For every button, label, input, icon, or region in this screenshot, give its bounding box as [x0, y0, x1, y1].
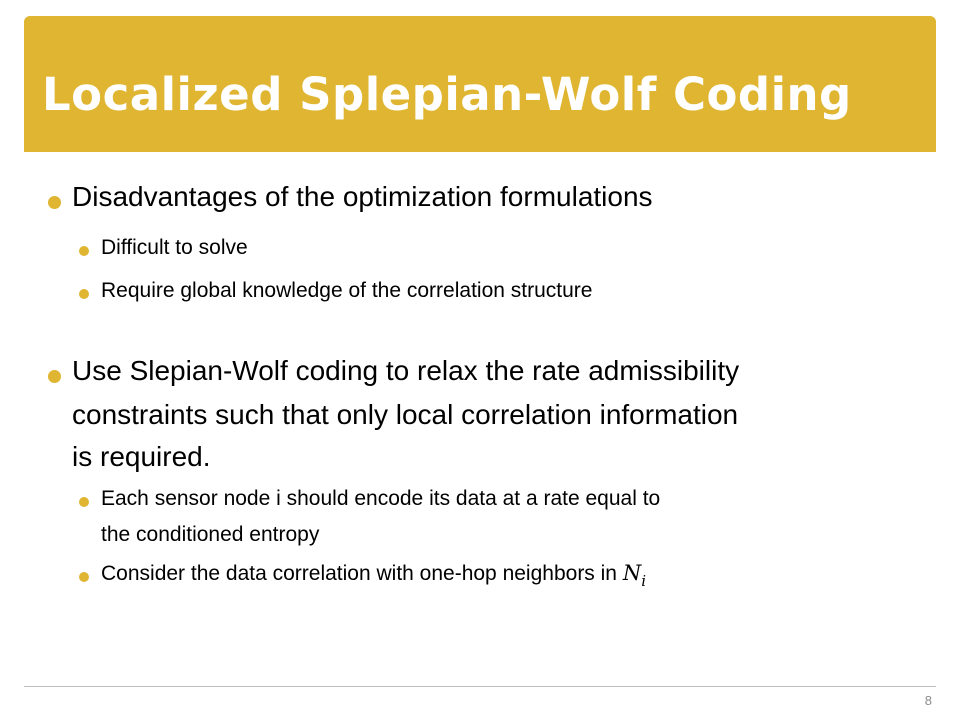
bullet-slepian-wolf-line-1: Use Slepian-Wolf coding to relax the rate admissibility: [72, 355, 740, 386]
bullet-slepian-wolf-line-2: constraints such that only local correlation information: [72, 399, 739, 430]
math-variable-n: N: [622, 561, 642, 585]
sub-bullet-dot: [79, 289, 89, 299]
sub-bullet-dot: [79, 572, 89, 582]
bullet-disadvantages: Disadvantages of the optimization formulations: [72, 181, 653, 212]
bullet-dot: [48, 196, 61, 209]
bullet-slepian-wolf-line-3: is required.: [72, 441, 211, 472]
sub-bullet-dot: [79, 497, 89, 507]
slide-title: Localized Splepian-Wolf Coding: [42, 68, 852, 121]
sub-bullet-dot: [79, 246, 89, 256]
sub-bullet-one-hop: [101, 559, 646, 590]
bullet-dot: [48, 370, 61, 383]
sub-bullet-encode-line-2: the conditioned entropy: [101, 523, 320, 546]
sub-bullet-one-hop-text: Consider the data correlation with one-hop neighbors in: [101, 562, 623, 585]
sub-bullet-difficult: Difficult to solve: [101, 236, 248, 259]
sub-bullet-encode-line-1: Each sensor node i should encode its data at a rate equal to: [101, 487, 661, 510]
page-number: 8: [924, 693, 932, 708]
math-subscript-i: i: [641, 572, 647, 590]
sub-bullet-global-knowledge: Require global knowledge of the correlation structure: [101, 279, 593, 302]
footer-divider: [24, 686, 936, 687]
